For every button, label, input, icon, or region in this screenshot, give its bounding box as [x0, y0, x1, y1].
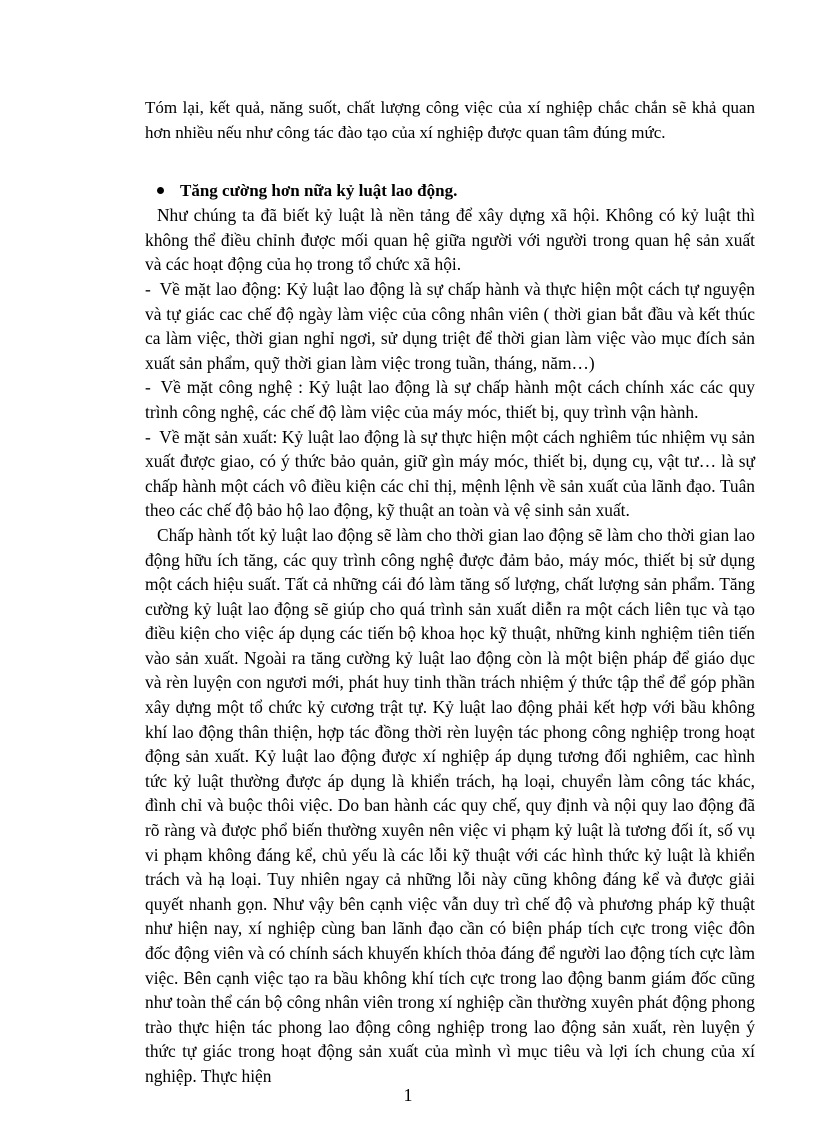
opening-paragraph: Như chúng ta đã biết kỷ luật là nền tảng để xây dựng xã hội. Không có kỷ luật thì không thể điều chỉnh được mối quan hệ giữa người với người trong quan hệ sản xuất và các hoạt động của họ trong tổ chức xã hội. [145, 205, 755, 275]
list-item-text: Về mặt lao động: Kỷ luật lao động là sự chấp hành và thực hiện một cách tự nguyện và tự giác cac chế độ ngày làm việc của công nhân viên ( thời gian bắt đầu và kết thúc ca làm việc, thời gian nghỉ ngơi, sử dụng triệt để thời gian làm việc vào mục đích sản xuất sản phẩm, quỹ thời gian làm việc trong tuần, tháng, năm…) [145, 278, 756, 373]
list-item-labor [145, 277, 755, 375]
bullet-icon [157, 187, 164, 194]
dash-marker: - [145, 278, 151, 299]
list-item-production [145, 425, 755, 523]
intro-paragraph: Tóm lại, kết quả, năng suốt, chất lượng công việc của xí nghiệp chắc chắn sẽ khả quan hơn nhiều nếu như công tác đào tạo của xí nghiệp được quan tâm đúng mức. [145, 98, 755, 142]
list-item-text: Về mặt công nghệ : Kỷ luật lao động là sự chấp hành một cách chính xác các quy trình công nghệ, các chế độ làm việc của máy móc, thiết bị, quy trình vận hành. [145, 377, 755, 422]
section-heading-text: Tăng cường hơn nữa kỷ luật lao động. [180, 181, 458, 201]
list-item-text: Về mặt sản xuất: Kỷ luật lao động là sự thực hiện một cách nghiêm túc nhiệm vụ sản xuất được giao, có ý thức bảo quản, giữ gìn máy móc, thiết bị, dụng cụ, vật tư… là sự chấp hành một cách vô điều kiện các chỉ thị, mệnh lệnh về sản xuất của lãnh đạo. Tuân theo các chế độ bảo hộ lao động, kỹ thuật an toàn và vệ sinh sản xuất. [145, 426, 755, 521]
list-item-technology [145, 375, 755, 424]
dash-marker: - [145, 377, 151, 398]
document-page [145, 96, 755, 1089]
body-paragraph: Chấp hành tốt kỷ luật lao động sẽ làm cho thời gian lao động sẽ làm cho thời gian lao động hữu ích tăng, các quy trình công nghệ được đảm bảo, máy móc, thiết bị sử dụng một cách hiệu suất. Tất cả những cái đó làm tăng số lượng, chất lượng sản phẩm. Tăng cường kỷ luật lao động sẽ giúp cho quá trình sản xuất diễn ra một cách liên tục và tạo điều kiện cho việc áp dụng các tiến bộ khoa học kỹ thuật, những kinh nghiệm tiên tiến vào sản xuất. Ngoài ra tăng cường kỷ luật lao động còn là một biện pháp để giáo dục và rèn luyện con ngươi mới, phát huy tinh thần trách nhiệm ý thức tập thể để góp phần xây dựng một tổ chức kỷ cương trật tự. Kỷ luật lao động phải kết hợp với bầu không khí lao động thân thiện, hợp tác đồng thời rèn luyện tác phong công nghiệp trong hoạt động sản xuất. Kỷ luật lao động được xí nghiệp áp dụng tương đối nghiêm, cac hình tức kỷ luật thường được áp dụng là khiển trách, hạ loại, chuyển làm công tác khác, đình chỉ và buộc thôi việc. Do ban hành các quy chế, quy định và nội quy lao động đã rõ ràng và được phổ biến thường xuyên nên việc vi phạm kỷ luật là tương đối ít, số vụ vi phạm không đáng kể, chủ yếu là các lỗi kỹ thuật với các hình thức kỷ luật là khiển trách và hạ loại. Tuy nhiên ngay cả những lỗi này cũng không đáng kể và được giải quyết nhanh gọn. Như vậy bên cạnh việc vẫn duy trì chế độ và phương pháp kỹ thuật như hiện nay, xí nghiệp cùng ban lãnh đạo cần có biện pháp tích cực trong việc đôn đốc động viên và có chính sách khuyến khích thỏa đáng để người lao động tích cực làm việc. Bên cạnh việc tạo ra bầu không khí tích cực trong lao động banm giám đốc cũng như toàn thể cán bộ công nhân viên trong xí nghiệp cần thường xuyên phát động phong trào thực hiện tác phong lao động công nghiệp trong lao động sản xuất, rèn luyện ý thức tự giác trong hoạt động sản xuất của mình vì mục tiêu và lợi ích chung của xí nghiệp. Thực hiện [145, 524, 755, 1086]
dash-marker: - [145, 426, 151, 447]
section-heading [145, 179, 755, 203]
page-number: 1 [403, 1085, 413, 1105]
